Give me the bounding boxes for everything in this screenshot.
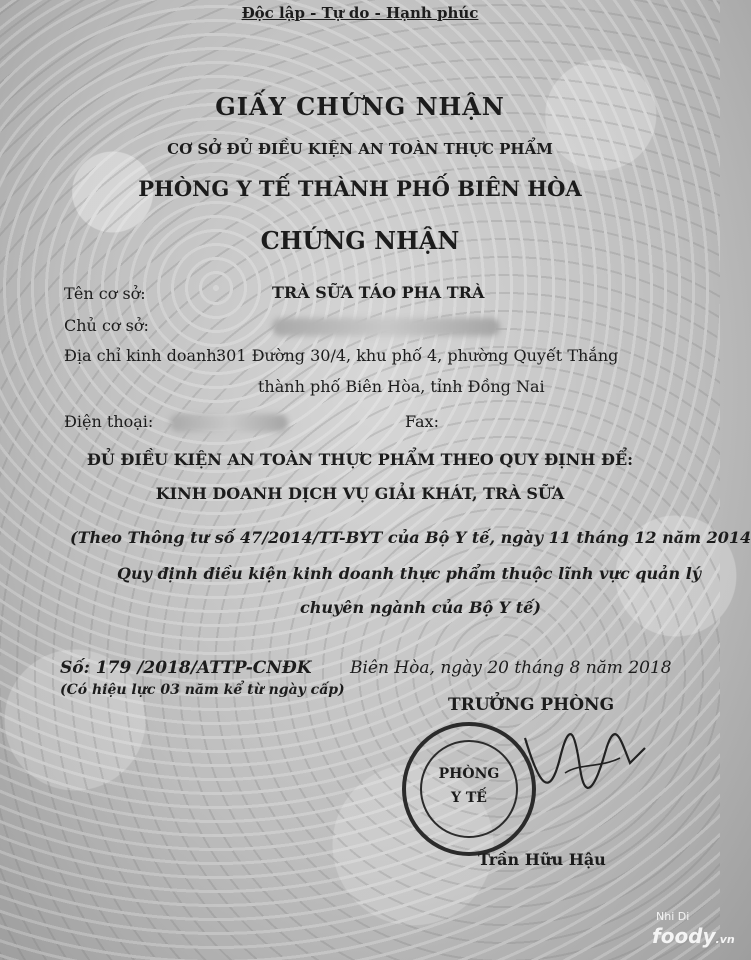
signature xyxy=(520,728,650,798)
certificate-title: GIẤY CHỨNG NHẬN xyxy=(215,92,505,121)
address-line1: 301 Đường 30/4, khu phố 4, phường Quyết Thắng xyxy=(216,346,619,365)
watermark-brand-text: foody xyxy=(652,924,716,948)
watermark-brand xyxy=(652,924,735,948)
signer-title: TRƯỞNG PHÒNG xyxy=(448,695,615,715)
official-seal xyxy=(402,722,536,856)
watermark-suffix: .vn xyxy=(715,933,735,946)
declaration-line2: KINH DOANH DỊCH VỤ GIẢI KHÁT, TRÀ SỮA xyxy=(155,484,565,503)
fax-label: Fax: xyxy=(405,412,439,431)
watermark-author: Nhi Di xyxy=(656,910,690,923)
name-value: TRÀ SỮA TÁO PHA TRÀ xyxy=(272,283,485,302)
legal-basis-line3: chuyên ngành của Bộ Y tế) xyxy=(300,598,541,617)
certificate-number: Số: 179 /2018/ATTP-CNĐK xyxy=(60,658,312,678)
certifies-heading: CHỨNG NHẬN xyxy=(260,226,460,255)
name-label: Tên cơ sở: xyxy=(64,284,146,303)
phone-redacted xyxy=(170,414,288,432)
motto: Độc lập - Tự do - Hạnh phúc xyxy=(241,4,479,22)
signer-name: Trần Hữu Hậu xyxy=(478,850,606,869)
address-line2: thành phố Biên Hòa, tỉnh Đồng Nai xyxy=(258,377,545,396)
seal-line2: Y TẾ xyxy=(451,790,487,806)
seal-line1: PHÒNG xyxy=(438,766,500,782)
legal-basis-line1: (Theo Thông tư số 47/2014/TT-BYT của Bộ Y tế, ngày 11 tháng 12 năm 2014 xyxy=(70,528,751,547)
place-date: Biên Hòa, ngày 20 tháng 8 năm 2018 xyxy=(350,658,672,678)
phone-label: Điện thoại: xyxy=(64,412,154,431)
issuer: PHÒNG Y TẾ THÀNH PHỐ BIÊN HÒA xyxy=(138,176,582,201)
validity-note: (Có hiệu lực 03 năm kể từ ngày cấp) xyxy=(60,682,345,698)
declaration-line1: ĐỦ ĐIỀU KIỆN AN TOÀN THỰC PHẨM THEO QUY ĐỊNH ĐỂ: xyxy=(86,450,634,469)
owner-label: Chủ cơ sở: xyxy=(64,316,149,335)
legal-basis-line2: Quy định điều kiện kinh doanh thực phẩm thuộc lĩnh vực quản lý xyxy=(117,564,702,583)
certificate-subtitle: CƠ SỞ ĐỦ ĐIỀU KIỆN AN TOÀN THỰC PHẨM xyxy=(167,140,553,158)
owner-redacted xyxy=(272,318,500,336)
address-label: Địa chỉ kinh doanh: xyxy=(64,346,223,365)
